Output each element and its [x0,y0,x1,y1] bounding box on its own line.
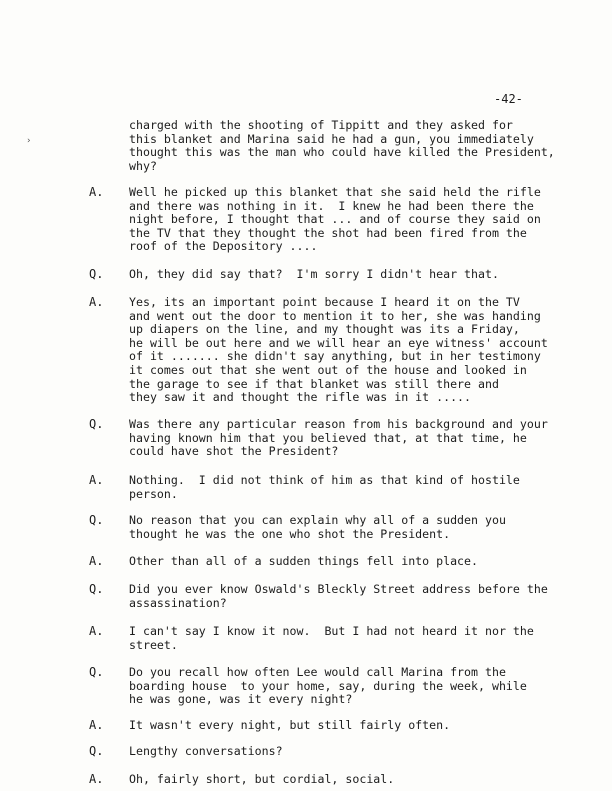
qa-text: It wasn't every night, but still fairly often. [129,718,451,732]
speaker-label: A. [89,473,104,487]
qa-text: Oh, they did say that? I'm sorry I didn't hear that. [129,267,499,281]
page-number: -42- [494,92,523,106]
qa-text: Yes, its an important point because I heard it on the TV and went out the door to mention it to her, she was handing up diapers on the line, and my thought was its a Friday, he will be out here and we will hear an eye witness' account of it ....... she didn't say anything, but in her testimony it comes out that she went out of the house and looked in the garage to see if that blanket was still there and they saw it and thought the rifle was in it ..... [129,295,548,405]
qa-text: Well he picked up this blanket that she said held the rifle and there was nothing in it. I knew he had been there the night before, I thought that ... and of course they said on the TV that they thought the shot had been fired from the roof of the Depository .... [129,185,541,254]
speaker-label: A. [89,624,104,638]
qa-text: Lengthy conversations? [129,744,283,758]
qa-text: I can't say I know it now. But I had not heard it nor the street. [129,624,534,652]
qa-text: Other than all of a sudden things fell into place. [129,554,479,568]
qa-text: Nothing. I did not think of him as that kind of hostile person. [129,473,520,501]
speaker-label: A. [89,772,104,786]
speaker-label: Q. [89,665,104,679]
speaker-label: A. [89,295,104,309]
speaker-label: Q. [89,267,104,281]
speaker-label: A. [89,554,104,568]
qa-text: Was there any particular reason from his background and your having known him that you believed that, at that time, he could have shot the President? [129,417,548,459]
margin-mark: › [26,136,32,146]
qa-text: charged with the shooting of Tippitt and they asked for this blanket and Marina said he had a gun, you immediately thought this was the man who could have killed the President, why? [129,118,555,173]
speaker-label: Q. [89,744,104,758]
qa-text: Oh, fairly short, but cordial, social. [129,772,395,786]
speaker-label: A. [89,718,104,732]
speaker-label: A. [89,185,104,199]
qa-text: Do you recall how often Lee would call Marina from the boarding house to your home, say, during the week, while he was gone, was it every night? [129,665,527,707]
qa-text: No reason that you can explain why all of a sudden you thought he was the one who shot the President. [129,513,506,541]
speaker-label: Q. [89,582,104,596]
qa-text: Did you ever know Oswald's Bleckly Street address before the assassination? [129,582,548,610]
speaker-label: Q. [89,417,104,431]
speaker-label: Q. [89,513,104,527]
